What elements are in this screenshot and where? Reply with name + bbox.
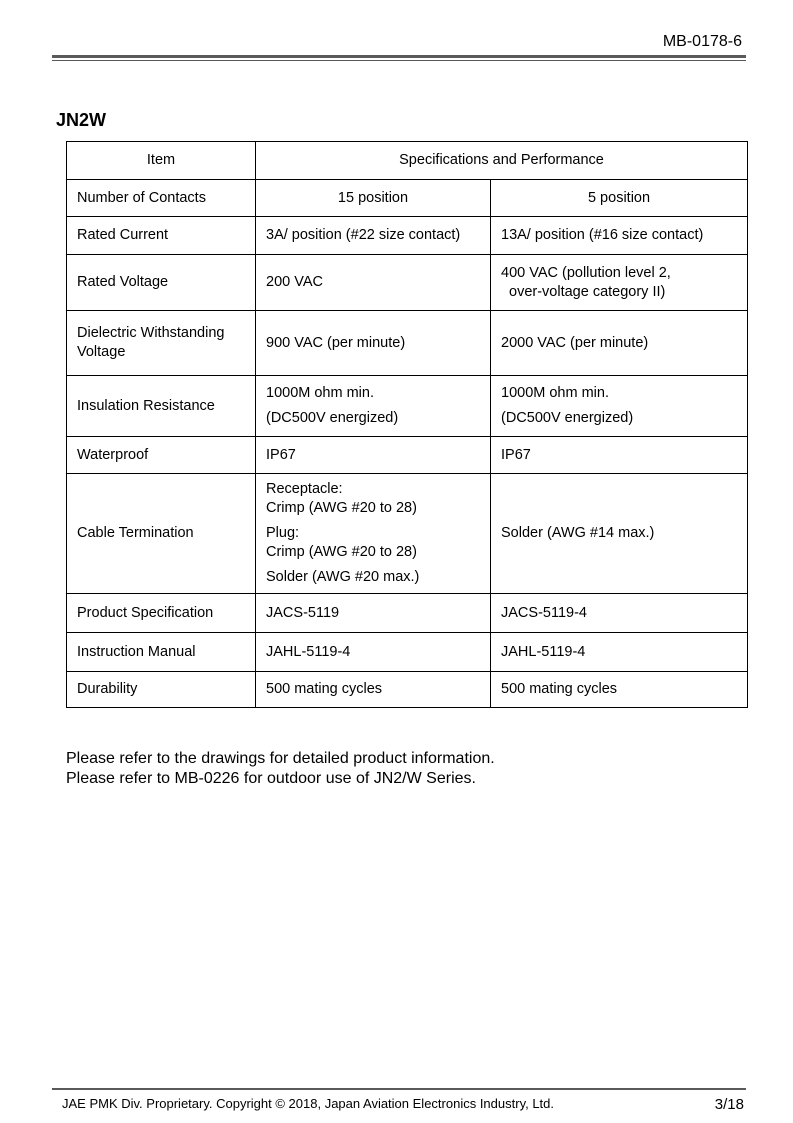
row-label: Durability — [67, 672, 256, 708]
table-row-durability — [67, 672, 748, 708]
table-row-current — [67, 217, 748, 255]
footer-rule — [52, 1088, 746, 1090]
cell-line: Solder (AWG #20 max.) — [266, 568, 420, 585]
cell-15-position: 900 VAC (per minute) — [256, 311, 491, 376]
cell-5-position: 2000 VAC (per minute) — [491, 311, 748, 376]
footer-copyright: JAE PMK Div. Proprietary. Copyright © 2018, Japan Aviation Electronics Industry, Ltd. — [62, 1096, 555, 1111]
note-line: Please refer to the drawings for detailed product information. — [66, 750, 495, 767]
note-line: Please refer to MB-0226 for outdoor use of JN2/W Series. — [66, 770, 476, 787]
cell-5-position: IP67 — [491, 437, 748, 474]
document-id: MB-0178-6 — [662, 33, 742, 50]
cell-15-position: JACS-5119 — [256, 594, 491, 633]
table-row-manual — [67, 633, 748, 672]
table-row-cable — [67, 474, 748, 594]
row-label — [67, 311, 256, 376]
row-label: Insulation Resistance — [67, 376, 256, 437]
cell-5-position: 13A/ position (#16 size contact) — [491, 217, 748, 255]
cell-line: Plug: — [266, 525, 300, 542]
table-row-voltage — [67, 255, 748, 311]
cell-line: (DC500V energized) — [266, 410, 399, 426]
cell-line: (DC500V energized) — [501, 410, 634, 426]
table-row-dielectric — [67, 311, 748, 376]
row-label: Rated Voltage — [67, 255, 256, 311]
cell-line: 400 VAC (pollution level 2, — [501, 264, 671, 281]
row-label: Cable Termination — [67, 474, 256, 594]
label-line: Voltage — [77, 344, 126, 360]
header-spec: Specifications and Performance — [256, 142, 748, 180]
cell-5-position: 500 mating cycles — [491, 672, 748, 708]
cell-line: Crimp (AWG #20 to 28) — [266, 500, 417, 517]
row-label: Waterproof — [67, 437, 256, 474]
cell-5-position: JAHL-5119-4 — [491, 633, 748, 672]
label-line: Dielectric Withstanding — [77, 325, 225, 342]
header-rule — [52, 55, 746, 58]
cell-5-position: JACS-5119-4 — [491, 594, 748, 633]
spec-table — [66, 141, 748, 708]
table-row-waterproof — [67, 437, 748, 474]
cell-15-position: 15 position — [256, 180, 491, 217]
table-row-contacts — [67, 180, 748, 217]
cell-line: 1000M ohm min. — [501, 385, 609, 402]
page-number: 3/18 — [714, 1096, 744, 1113]
cell-15-position — [256, 474, 491, 594]
row-label: Number of Contacts — [67, 180, 256, 217]
table-header-row — [67, 142, 748, 180]
cell-line: 1000M ohm min. — [266, 385, 374, 402]
header-rule-thin — [52, 60, 746, 61]
header-item: Item — [67, 142, 256, 180]
notes — [66, 749, 495, 789]
table-row-insulation — [67, 376, 748, 437]
row-label: Instruction Manual — [67, 633, 256, 672]
cell-15-position — [256, 376, 491, 437]
cell-5-position: Solder (AWG #14 max.) — [491, 474, 748, 594]
row-label: Rated Current — [67, 217, 256, 255]
cell-5-position — [491, 255, 748, 311]
cell-15-position: 3A/ position (#22 size contact) — [256, 217, 491, 255]
section-title: JN2W — [56, 110, 107, 130]
row-label: Product Specification — [67, 594, 256, 633]
table-row-product-spec — [67, 594, 748, 633]
cell-line: over-voltage category II) — [509, 283, 666, 300]
cell-15-position: JAHL-5119-4 — [256, 633, 491, 672]
cell-5-position: 5 position — [491, 180, 748, 217]
cell-5-position — [491, 376, 748, 437]
cell-line: Crimp (AWG #20 to 28) — [266, 543, 417, 560]
cell-15-position: 500 mating cycles — [256, 672, 491, 708]
cell-line: Receptacle: — [266, 481, 343, 498]
cell-15-position: 200 VAC — [256, 255, 491, 311]
cell-15-position: IP67 — [256, 437, 491, 474]
